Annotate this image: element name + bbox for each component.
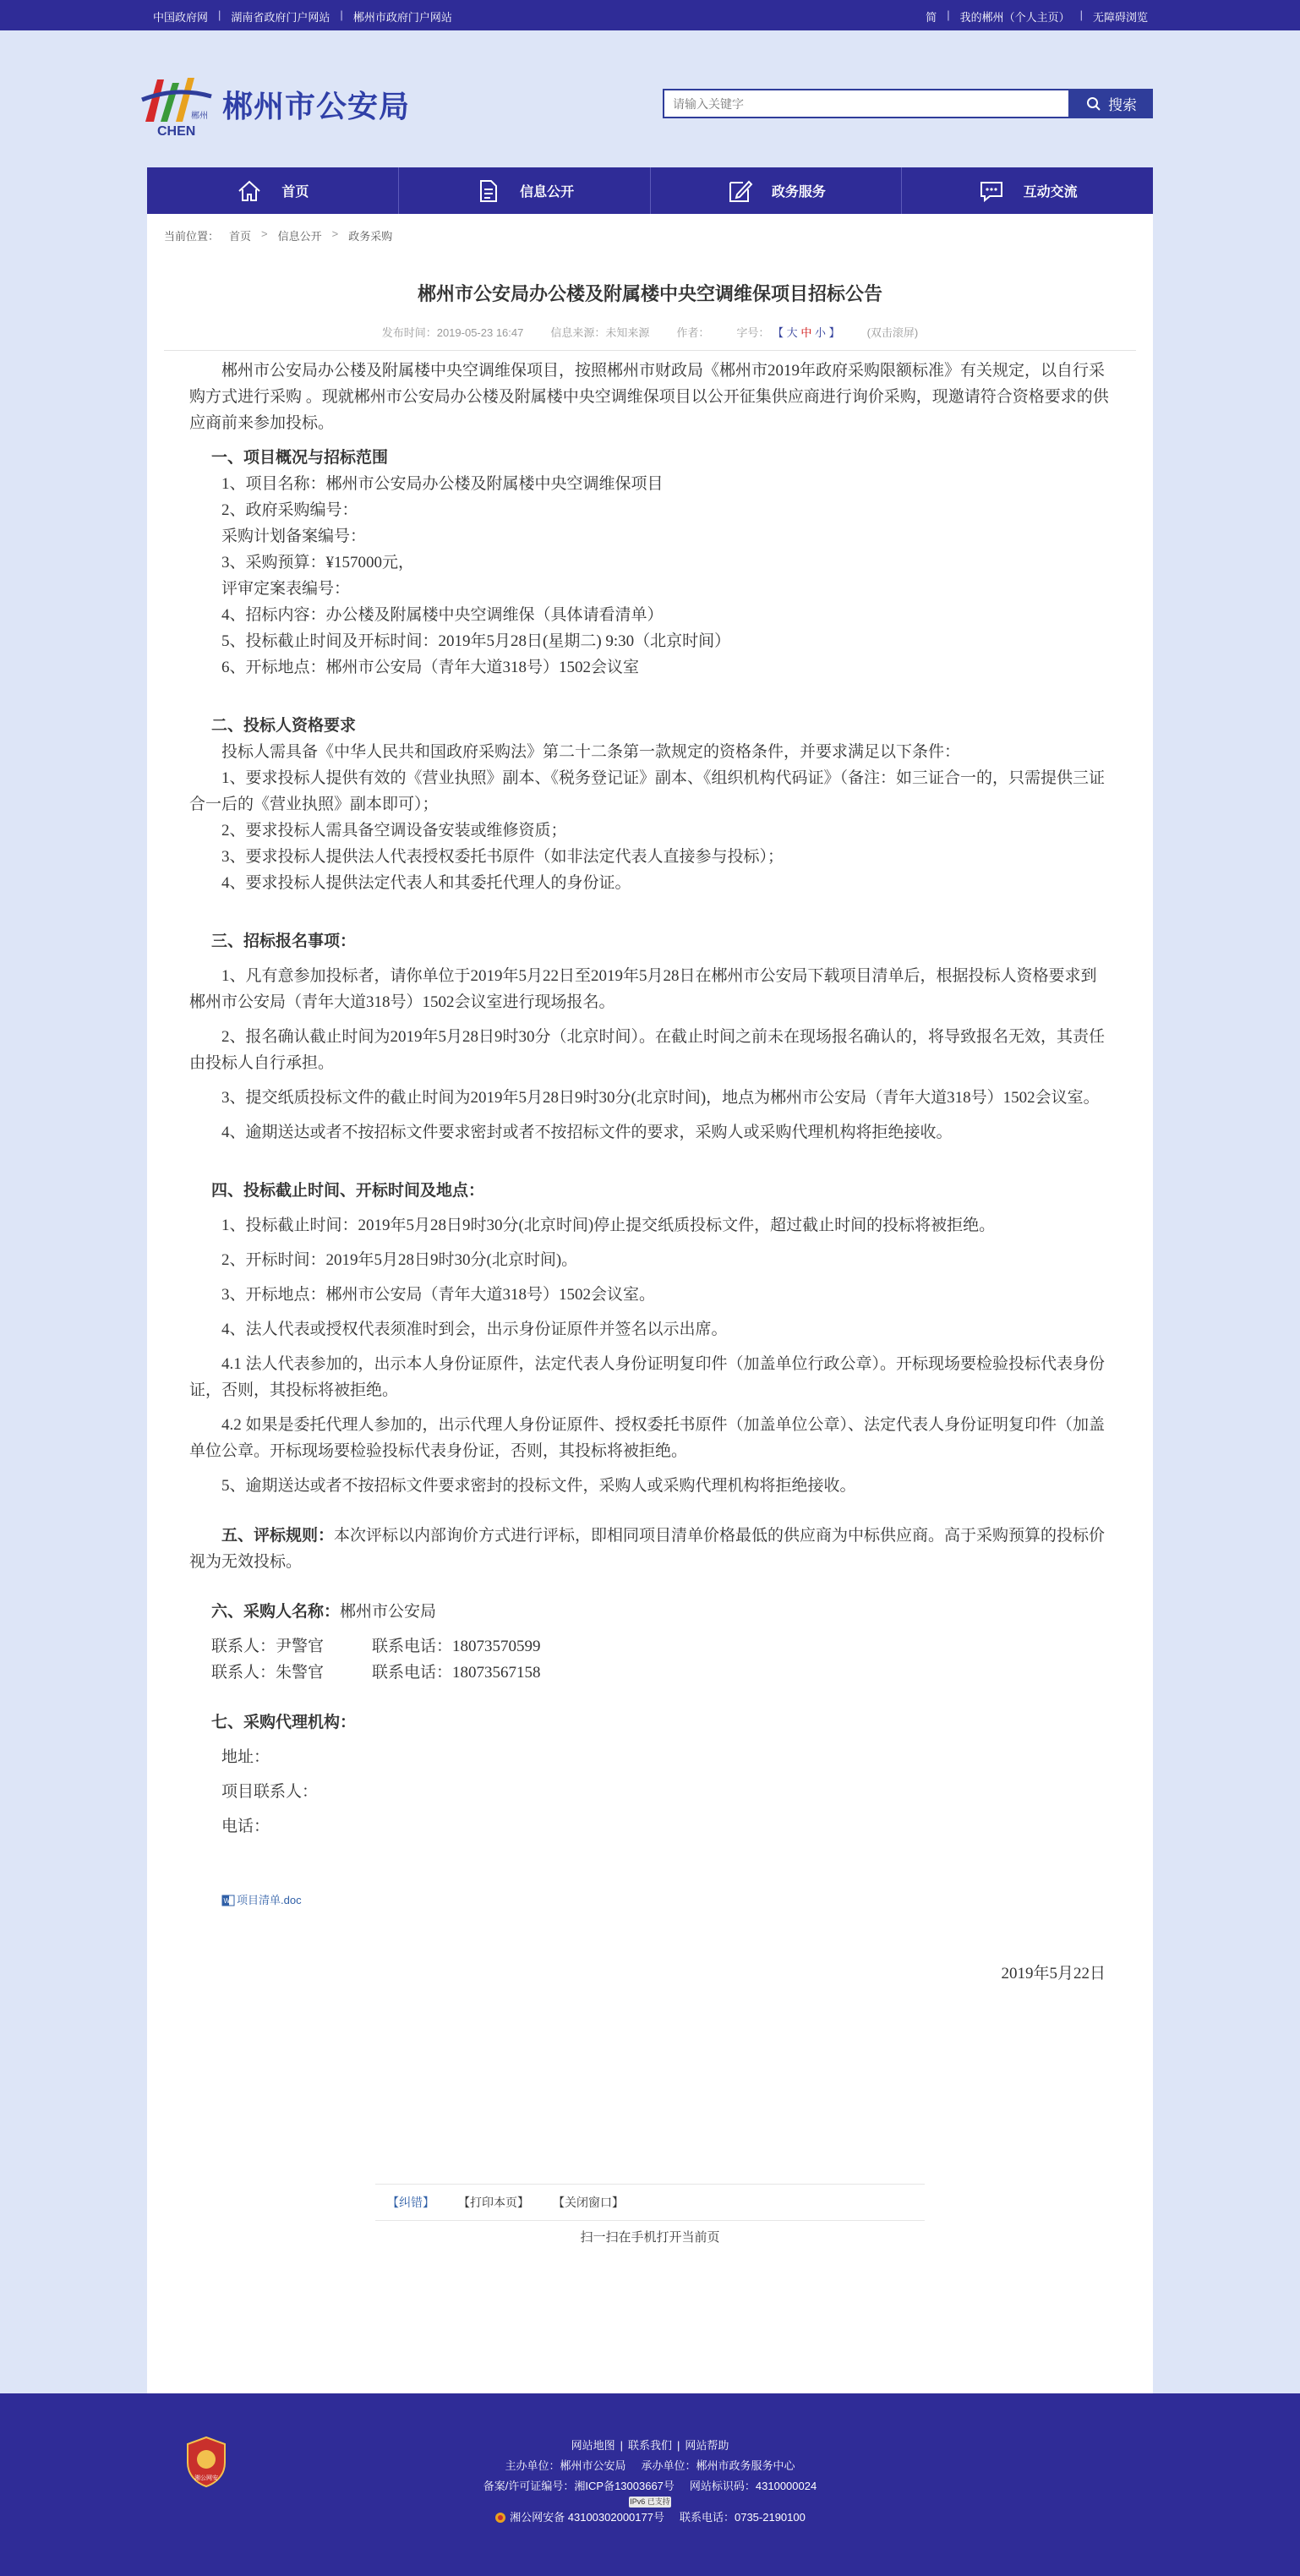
- section-heading: 三、招标报名事项：: [211, 933, 357, 950]
- nav-label: 互动交流: [1023, 185, 1078, 200]
- nav-label: 信息公开: [520, 185, 575, 200]
- link-gov-cn[interactable]: 中国政府网: [153, 11, 209, 24]
- breadcrumb: [164, 227, 392, 243]
- link-chenzhou-gov[interactable]: 郴州市政府门户网站: [352, 11, 452, 24]
- breadcrumb-home[interactable]: 首页: [229, 230, 252, 243]
- chat-icon: [978, 178, 1005, 205]
- list-item: 地址：: [221, 1748, 270, 1766]
- list-item: 项目联系人：: [221, 1783, 319, 1801]
- police-badge-icon: [494, 2512, 506, 2524]
- contact-phone: 联系电话：18073567158: [372, 1664, 541, 1682]
- footer-link-sitemap[interactable]: 网站地图: [571, 2439, 615, 2452]
- list-item: 4、逾期送达或者不按招标文件要求密封或者不按招标文件的要求，采购人或采购代理机构将拒绝接收。: [221, 1124, 953, 1141]
- home-icon: [236, 178, 263, 205]
- breadcrumb-label: 当前位置：: [164, 230, 220, 243]
- emblem-text: 湘公网安: [194, 2475, 218, 2481]
- list-item: 3、提交纸质投标文件的截止时间为2019年5月28日9时30分(北京时间)，地点为郴州市公安局（青年大道318号）1502会议室。: [221, 1089, 1100, 1107]
- list-item: 1、项目名称：郴州市公安局办公楼及附属楼中央空调维保项目: [221, 475, 664, 493]
- list-item: 电话：: [221, 1818, 270, 1835]
- article-meta: [164, 324, 1136, 351]
- publish-time: 发布时间：2019-05-23 16:47: [381, 326, 524, 339]
- site-title: 郴州市公安局: [222, 89, 411, 123]
- nav-label: 首页: [281, 185, 309, 200]
- list-item: 3、开标地点：郴州市公安局（青年大道318号）1502会议室。: [221, 1286, 656, 1304]
- footer-icp[interactable]: 备案/许可证编号：湘ICP备13003667号: [483, 2480, 675, 2492]
- top-bar: [0, 0, 1300, 30]
- link-accessibility[interactable]: 无障碍浏览: [1092, 11, 1148, 24]
- list-item: 5、逾期送达或者不按招标文件要求密封的投标文件，采购人或采购代理机构将拒绝接收。: [221, 1477, 856, 1495]
- content-panel: [147, 214, 1153, 2393]
- document-icon: [474, 178, 501, 205]
- separator: |: [1079, 8, 1083, 21]
- list-item: 投标人需具备《中华人民共和国政府采购法》第二十二条第一款规定的资格条件，并要求满足以下条件：: [221, 743, 961, 761]
- list-item: 2、政府采购编号：: [221, 501, 358, 519]
- list-item: 采购计划备案编号：: [221, 528, 367, 545]
- font-small[interactable]: 小: [814, 326, 826, 339]
- separator: |: [340, 8, 343, 21]
- breadcrumb-procurement[interactable]: 政务采购: [348, 230, 393, 243]
- author: 作者：: [676, 326, 710, 339]
- font-size-control: 字号： 【 大 中 小 】: [736, 326, 840, 339]
- font-size-label: 字号：: [736, 326, 770, 339]
- font-large[interactable]: 大: [786, 326, 798, 339]
- intro-paragraph: 郴州市公安局办公楼及附属楼中央空调维保项目，按照郴州市财政局《郴州市2019年政府采购限额标准》有关规定，以自行采购方式进行采购 。现就郴州市公安局办公楼及附属楼中央空调维保项目以公开征集供应商进行询价采购，现邀请符合资格要求的供应商前来参加投标。: [189, 362, 1109, 432]
- section-5: [189, 1523, 1111, 1575]
- link-hunan-gov[interactable]: 湖南省政府门户网站: [231, 11, 330, 24]
- separator: |: [218, 8, 221, 21]
- main-nav: [147, 167, 1153, 214]
- footer-link-contact[interactable]: 联系我们: [627, 2439, 672, 2452]
- list-item: 4、要求投标人提供法定代表人和其委托代理人的身份证。: [221, 874, 631, 892]
- dblclick-scroll: (双击滚屏): [866, 326, 919, 339]
- list-item: 6、开标地点：郴州市公安局（青年大道318号）1502会议室: [221, 659, 640, 676]
- list-item: 4.2 如果是委托代理人参加的，出示代理人身份证原件、授权委托书原件（加盖单位公章）、法定代表人身份证明复印件（加盖单位公章。开标现场要检验投标代表身份证，否则，其投标将被拒绝。: [189, 1416, 1106, 1460]
- breadcrumb-separator: >: [261, 227, 268, 240]
- breadcrumb-separator: >: [331, 227, 339, 240]
- attachment-filename[interactable]: 项目清单.doc: [237, 1894, 302, 1906]
- contact-name: 联系人：尹警官: [211, 1638, 325, 1655]
- list-item: 4.1 法人代表参加的，出示本人身份证原件，法定代表人身份证明复印件（加盖单位行政公章）。开标现场要检验投标代表身份证，否则，其投标将被拒绝。: [189, 1355, 1106, 1399]
- link-my-chenzhou[interactable]: 我的郴州（个人主页）: [959, 11, 1070, 24]
- logo-sub-text: CHEN: [157, 124, 196, 139]
- footer-police-record[interactable]: [494, 2508, 664, 2528]
- edit-icon: [726, 178, 753, 205]
- word-doc-icon: [221, 1894, 235, 1907]
- info-source: 信息来源：未知来源: [550, 326, 650, 339]
- section-7: [189, 1709, 1111, 1736]
- section-heading: 一、项目概况与招标范围: [211, 449, 389, 467]
- list-item: 评审定案表编号：: [221, 580, 351, 598]
- nav-item-home[interactable]: [147, 167, 399, 214]
- footer-link-help[interactable]: 网站帮助: [685, 2439, 729, 2452]
- link-simplified[interactable]: 简: [926, 11, 937, 24]
- section-heading: 四、投标截止时间、开标时间及地点：: [211, 1182, 485, 1200]
- breadcrumb-info[interactable]: 信息公开: [277, 230, 322, 243]
- site-logo-icon[interactable]: [139, 71, 215, 139]
- list-item: 2、报名确认截止时间为2019年5月28日9时30分（北京时间）。在截止时间之前未在现场报名确认的，将导致报名无效，其责任由投标人自行承担。: [189, 1028, 1106, 1072]
- list-item: 1、投标截止时间：2019年5月28日9时30分(北京时间)停止提交纸质投标文件，超过截止时间的投标将被拒绝。: [221, 1217, 996, 1234]
- list-item: 4、法人代表或授权代表须准时到会，出示身份证原件并签名以示出席。: [221, 1321, 728, 1338]
- signature-date: 2019年5月22日: [1001, 1965, 1106, 1983]
- nav-item-info[interactable]: [399, 167, 651, 214]
- close-window-link[interactable]: 【关闭窗口】: [553, 2196, 624, 2209]
- site-footer: [0, 2393, 1300, 2576]
- article-body: [189, 358, 1111, 1987]
- qr-caption: 扫一扫在手机打开当前页: [580, 2230, 720, 2245]
- list-item: 5、投标截止时间及开标时间：2019年5月28日(星期二) 9:30（北京时间）: [221, 632, 731, 650]
- contact-phone: 联系电话：18073570599: [372, 1638, 541, 1655]
- search-icon: [1086, 96, 1101, 112]
- footer-site-code: 网站标识码：4310000024: [689, 2480, 817, 2492]
- list-item: 3、要求投标人提供法人代表授权委托书原件（如非法定代表人直接参与投标）；: [221, 848, 784, 866]
- list-item: 2、要求投标人需具备空调设备安装或维修资质；: [221, 822, 567, 840]
- print-link[interactable]: 【打印本页】: [458, 2196, 529, 2209]
- search-button[interactable]: [1070, 89, 1153, 118]
- font-medium[interactable]: 中: [800, 326, 812, 339]
- footer-phone: 联系电话：0735-2190100: [679, 2511, 806, 2524]
- section-6: [189, 1599, 1111, 1625]
- footer-organizer: 承办单位：郴州市政务服务中心: [641, 2459, 795, 2472]
- contact-row: [189, 1633, 1111, 1660]
- section-heading: 五、评标规则：: [221, 1527, 335, 1545]
- ipv6-badge: IPv6 已支持: [630, 2497, 670, 2506]
- list-item: 2、开标时间：2019年5月28日9时30分(北京时间)。: [221, 1251, 578, 1269]
- nav-item-services[interactable]: [651, 167, 903, 214]
- search-input[interactable]: [663, 89, 1070, 118]
- logo-text: 郴州: [191, 112, 208, 121]
- police-record-text: 湘公网安备 43100302000177号: [510, 2511, 664, 2524]
- footer-links: 网站地图 | 联系我们 | 网站帮助: [0, 2436, 1300, 2456]
- list-item: 3、采购预算：¥157000元，: [221, 554, 415, 572]
- nav-item-interact[interactable]: [902, 167, 1153, 214]
- contact-row: [189, 1660, 1111, 1686]
- section-heading: 七、采购代理机构：: [211, 1714, 357, 1731]
- nav-label: 政务服务: [771, 185, 826, 200]
- separator: |: [947, 8, 950, 21]
- article-title: 郴州市公安局办公楼及附属楼中央空调维保项目招标公告: [417, 283, 882, 304]
- search-button-label: 搜索: [1108, 97, 1137, 113]
- section-text: 本次评标以内部询价方式进行评标，即相同项目清单价格最低的供应商为中标供应商。高于采购预算的投标价视为无效投标。: [189, 1527, 1106, 1571]
- purchaser-name: 郴州市公安局: [340, 1603, 437, 1621]
- correction-link[interactable]: 【纠错】: [387, 2196, 434, 2209]
- attachment-link[interactable]: [189, 1887, 1111, 1913]
- list-item: 1、凡有意参加投标者，请你单位于2019年5月22日至2019年5月28日在郴州市公安局下载项目清单后，根据投标人资格要求到郴州市公安局（青年大道318号）1502会议室进行现场报名。: [189, 967, 1097, 1011]
- footer-sponsor: 主办单位：郴州市公安局: [505, 2459, 626, 2472]
- contact-name: 联系人：朱警官: [211, 1664, 325, 1682]
- svg-text:W: W: [223, 1896, 231, 1905]
- article-actions: [375, 2184, 925, 2221]
- list-item: 4、招标内容：办公楼及附属楼中央空调维保（具体请看清单）: [221, 606, 664, 624]
- list-item: 1、要求投标人提供有效的《营业执照》副本、《税务登记证》副本、《组织机构代码证》（备注：如三证合一的，只需提供三证合一后的《营业执照》副本即可）；: [189, 769, 1106, 813]
- section-heading: 六、采购人名称：: [211, 1603, 341, 1621]
- section-heading: 二、投标人资格要求: [211, 717, 357, 735]
